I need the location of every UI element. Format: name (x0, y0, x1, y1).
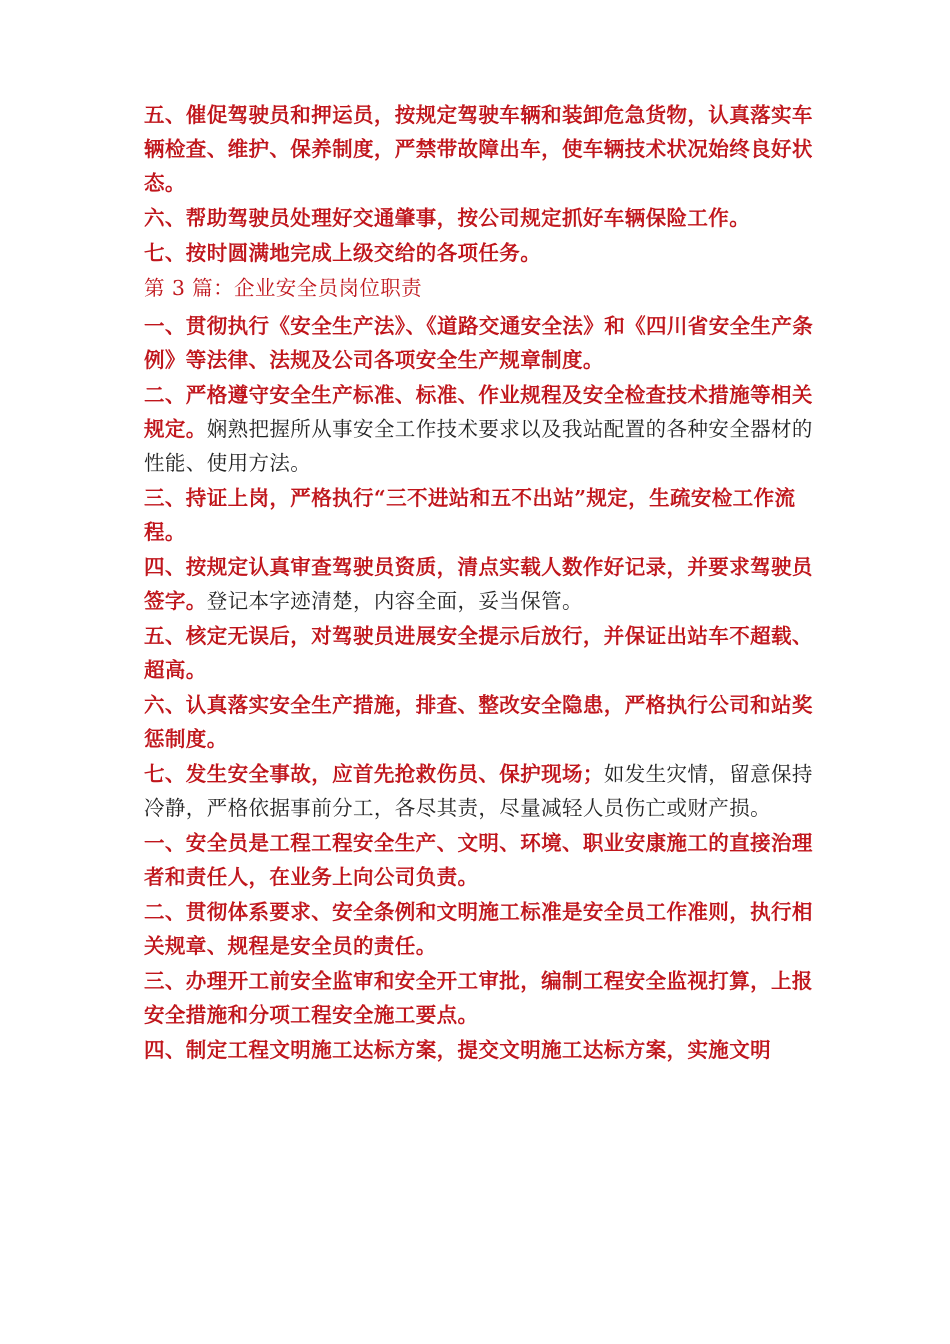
section-red-text: 一、安全员是工程工程安全生产、文明、环境、职业安康施工的直接治理者和责任人，在业务上向公司负责。 (144, 831, 813, 889)
section-item-7 (144, 757, 824, 825)
section-item-3 (144, 481, 824, 549)
section-red-text: 二、贯彻体系要求、安全条例和文明施工标准是安全员工作准则，执行相关规章、规程是安全员的责任。 (144, 900, 813, 958)
section-red-text: 六、认真落实安全生产措施，排查、整改安全隐患，严格执行公司和站奖惩制度。 (144, 693, 813, 751)
section-red-text: 四、制定工程文明施工达标方案，提交文明施工达标方案，实施文明 (144, 1038, 771, 1062)
section-red-text: 三、办理开工前安全监审和安全开工审批，编制工程安全监视打算，上报安全措施和分项工程安全施工要点。 (144, 969, 813, 1027)
paragraph-six (144, 201, 824, 235)
section-item-10 (144, 964, 824, 1032)
paragraph-red-text: 六、帮助驾驶员处理好交通肇事，按公司规定抓好车辆保险工作。 (144, 206, 751, 230)
section-item-8 (144, 826, 824, 894)
section-red-text: 一、贯彻执行《安全生产法》、《道路交通安全法》和《四川省安全生产条例》等法律、法规及公司各项安全生产规章制度。 (144, 314, 814, 372)
section-item-11 (144, 1033, 824, 1067)
paragraph-red-text: 七、按时圆满地完成上级交给的各项任务。 (144, 241, 542, 265)
section-item-1 (144, 309, 824, 377)
paragraph-red-text: 五、催促驾驶员和押运员，按规定驾驶车辆和装卸危急货物，认真落实车辆检查、维护、保养制度，严禁带故障出车，使车辆技术状况始终良好状态。 (144, 103, 813, 195)
section-red-text: 二、严格遵守安全生产标准、标准、作业规程及安全检查技术措施等相关规定。 (144, 383, 813, 441)
section-item-6 (144, 688, 824, 756)
section-plain-text: 登记本字迹清楚，内容全面，妥当保管。 (206, 589, 583, 613)
section-heading: 第 3 篇：企业安全员岗位职责 (144, 276, 423, 300)
section-red-text: 三、持证上岗，严格执行“三不进站和五不出站”规定，生疏安检工作流程。 (144, 486, 796, 544)
section-plain-text: 娴熟把握所从事安全工作技术要求以及我站配置的各种安全器材的性能、使用方法。 (144, 417, 813, 475)
section-red-text: 七、发生安全事故，应首先抢救伤员、保护现场； (144, 762, 604, 786)
section-red-text: 五、核定无误后，对驾驶员进展安全提示后放行，并保证出站车不超载、超高。 (144, 624, 813, 682)
section-item-9 (144, 895, 824, 963)
section-red-text: 四、按规定认真审查驾驶员资质，清点实载人数作好记录，并要求驾驶员签字。 (144, 555, 813, 613)
document-page (144, 98, 824, 1068)
section-item-4 (144, 550, 824, 618)
paragraph-five (144, 98, 824, 200)
section-plain-text: 如发生灾情，留意保持冷静，严格依据事前分工，各尽其责，尽量减轻人员伤亡或财产损。 (144, 762, 813, 820)
section-item-2 (144, 378, 824, 480)
paragraph-seven (144, 236, 824, 270)
section-item-5 (144, 619, 824, 687)
